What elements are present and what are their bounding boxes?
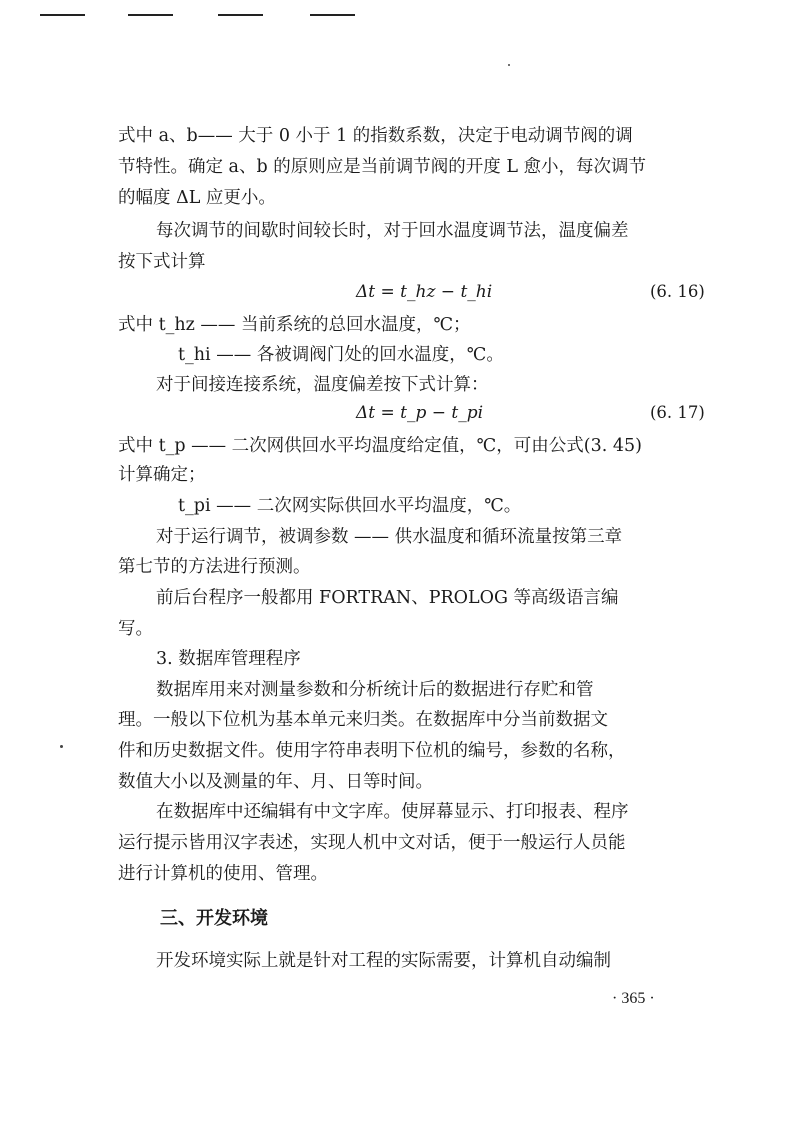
text-line: 节特性。确定 a、b 的原则应是当前调节阀的开度 L 愈小，每次调节 — [118, 157, 647, 177]
text-line: 对于运行调节，被调参数 —— 供水温度和循环流量按第三章 — [156, 527, 623, 547]
header-rule — [128, 14, 173, 16]
text-line: 开发环境实际上就是针对工程的实际需要，计算机自动编制 — [156, 951, 611, 971]
text-line: 在数据库中还编辑有中文字库。使屏幕显示、打印报表、程序 — [156, 802, 629, 822]
scan-speck — [508, 64, 510, 66]
section-heading: 三、开发环境 — [160, 908, 268, 929]
page-number: · 365 · — [612, 990, 655, 1007]
text-line: t_pi —— 二次网实际供回水平均温度，℃。 — [178, 496, 522, 516]
text-line: 的幅度 ΔL 应更小。 — [118, 188, 276, 208]
text-line: t_hi —— 各被调阀门处的回水温度，℃。 — [178, 345, 504, 365]
equation-6-17: Δt = t_p − t_pi — [356, 403, 484, 423]
scan-speck — [60, 745, 63, 748]
text-line: 进行计算机的使用、管理。 — [118, 864, 328, 884]
header-rule — [40, 14, 85, 16]
text-line: 件和历史数据文件。使用字符串表明下位机的编号，参数的名称， — [118, 741, 626, 761]
text-line: 运行提示皆用汉字表述，实现人机中文对话，便于一般运行人员能 — [118, 833, 626, 853]
text-line: 计算确定； — [118, 465, 206, 485]
text-line: 前后台程序一般都用 FORTRAN、PROLOG 等高级语言编 — [156, 588, 619, 608]
text-line: 第七节的方法进行预测。 — [118, 557, 311, 577]
header-rule — [218, 14, 263, 16]
text-line: 按下式计算 — [118, 252, 206, 272]
section-title: 3. 数据库管理程序 — [156, 649, 301, 669]
text-line: 式中 t_p —— 二次网供回水平均温度给定值，℃，可由公式(3. 45) — [118, 436, 642, 456]
text-line: 对于间接连接系统，温度偏差按下式计算： — [156, 375, 489, 395]
text-line: 写。 — [118, 619, 153, 639]
text-line: 数值大小以及测量的年、月、日等时间。 — [118, 772, 433, 792]
text-line: 式中 t_hz —— 当前系统的总回水温度，℃； — [118, 315, 471, 335]
equation-number: (6. 17) — [650, 403, 705, 422]
equation-number: (6. 16) — [650, 282, 705, 301]
text-line: 理。一般以下位机为基本单元来归类。在数据库中分当前数据文 — [118, 710, 608, 730]
header-rule — [310, 14, 355, 16]
text-line: 式中 a、b—— 大于 0 小于 1 的指数系数，决定于电动调节阀的调 — [118, 126, 633, 146]
equation-6-16: Δt = t_hz − t_hi — [356, 282, 493, 302]
text-line: 数据库用来对测量参数和分析统计后的数据进行存贮和管 — [156, 680, 594, 700]
text-line: 每次调节的间歇时间较长时，对于回水温度调节法，温度偏差 — [156, 221, 629, 241]
